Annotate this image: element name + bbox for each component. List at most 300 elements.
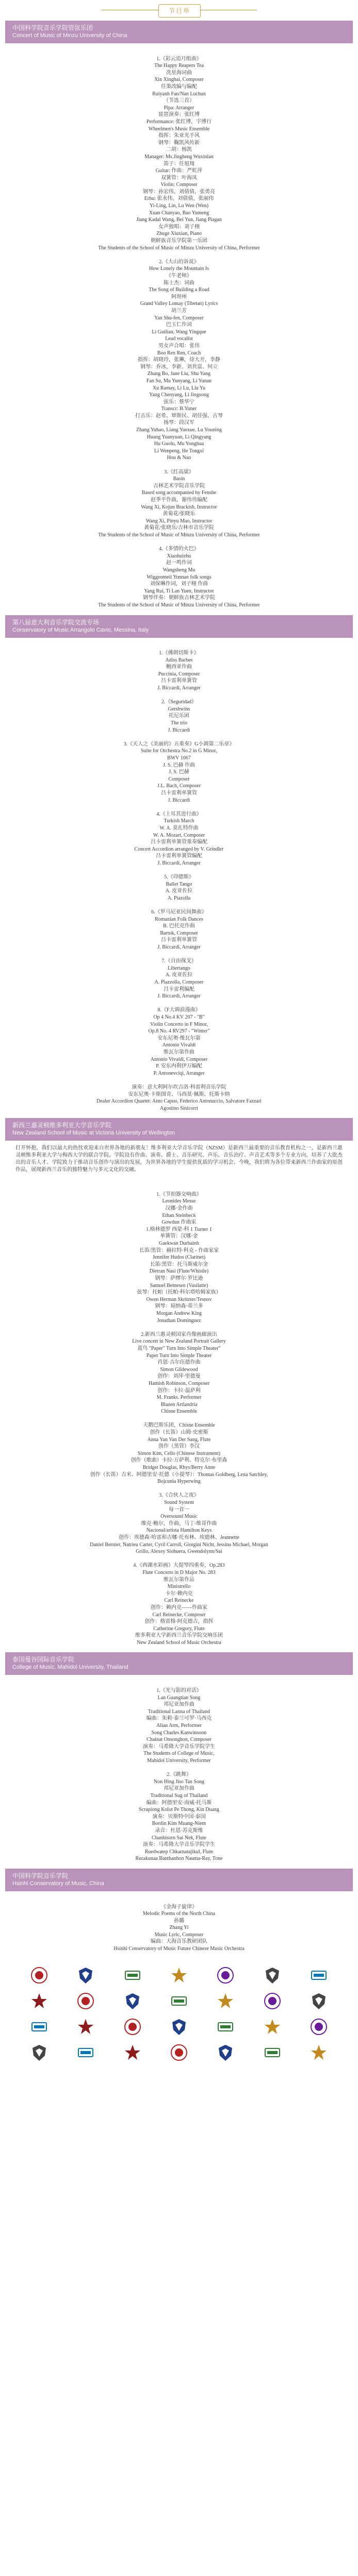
program-line <box>12 48 346 56</box>
section-banner <box>5 1118 353 1141</box>
program-line: Grillo, Alexey Siohuera, Gwendolynn/Sai <box>136 1549 222 1555</box>
shield-badge-icon <box>111 1965 154 1986</box>
section-intro-paragraph: 打开怀抱，我们以最大的热忱欢迎来自世界各地的新朋友！维多利亚大学音乐学院（NZSM）是新西兰最重要的音乐教育机构之一，是新西兰惠灵顿维多利亚大学与梅西大学的联合学院。学院设有作曲、演奏、爵士、音乐研究、声乐、音乐治疗、声音艺术等多个专业方向，培养了大批杰出的音乐人才。学院致力于推动音乐创作与演出的发展，为世界各地的学生提供优质的学习机会。今晚，我们将为各位带来新西兰作曲家的原创作品，展现新西兰音乐的独特魅力与多元文化的交融。 <box>15 1145 343 1173</box>
program-list <box>0 43 358 615</box>
program-line: 1.《光与影的对话》 <box>156 1688 202 1694</box>
program-line: 钢琴：鞠凯风传新 <box>158 140 200 146</box>
program-line: 胡兰芳 <box>171 308 187 314</box>
program-line: P. Antonevciqi, Arranger <box>153 1070 205 1076</box>
program-line <box>12 1555 346 1563</box>
program-line <box>12 1324 346 1331</box>
program-line: Yi-Ling, Lin, Lu Wen (Wen) <box>149 203 209 209</box>
program-line: Manager: Ms.Jingheng Wuxinlan <box>144 154 214 160</box>
blue-circle-icon <box>250 2016 294 2037</box>
program-line: 巴玉仁作词 <box>166 322 192 328</box>
program-line: 创作（歌曲）卡拉·万萨利、特克尔·布里森 <box>131 1458 227 1464</box>
program-line: 吉林艺术学院音乐学院 <box>153 483 205 489</box>
program-line: Owen Herman Skritzter/Tesnov <box>146 1296 212 1302</box>
program-line: 创作：埃德森·哈雷和吉娜·托布林、埃德林、Jeannette <box>119 1534 239 1540</box>
program-line: Jennifer Hudos (Clarinet) <box>152 1255 206 1261</box>
program-line: The Students of the School of Music of Minzu University of China, Performer <box>98 245 260 251</box>
sections <box>0 21 358 1959</box>
program-line: 《金海子旋律》 <box>161 1904 197 1910</box>
leaf-logo-icon <box>64 1991 107 2011</box>
program-line: Dealer Accordion Quartet: Anto Capuo, Federico Antonuccio, Salvatore Fazzari <box>96 1098 262 1105</box>
program-line: Ruedwatep Chkarnatajikul, Flute <box>144 1849 214 1855</box>
rose-emblem-icon <box>204 1965 247 1986</box>
program-line <box>12 734 346 741</box>
section-banner <box>5 1869 353 1891</box>
program-line: Antonio Vivaldi, Composer <box>150 1056 208 1062</box>
program-line: Suite for Orchestra No.2 in G Minor, <box>141 748 217 754</box>
crest-icon <box>18 1965 61 1986</box>
program-line: Bridget Douglas, Rhys/Berry Anne <box>142 1465 216 1471</box>
program-line: Concert Accordion arranged by V. Grindler <box>134 846 224 852</box>
program-line: 编曲：朱莉·泰兰可罗·马西克 <box>146 1716 212 1722</box>
program-line: Romanian Folk Dances <box>155 916 203 922</box>
program-line: Bojcunia Hyperwing <box>157 1479 201 1485</box>
program-line: 长笛/黑管：赫拉特·科克 - 作曲家家 <box>139 1247 219 1253</box>
section-title-en: Conservatory of Music Arrangolo Cavio, Messina, Italy <box>12 626 149 633</box>
program-line: 吕卡雷利单簧管编配 <box>156 853 202 859</box>
program-line <box>12 462 346 469</box>
program-line: 3.《红高粱》 <box>164 469 194 475</box>
program-line: Chainat Onsonghon, Composer <box>147 1737 211 1743</box>
program-line: 安东尼奥·维瓦尔第 <box>157 1035 201 1041</box>
program-line <box>12 1000 346 1007</box>
program-line: Melodic Poems of the North China <box>142 1911 216 1917</box>
program-line: J.L. Bach, Composer <box>157 783 201 789</box>
section-title-cn: 中国科学院音乐学院管弦乐团 <box>12 24 93 31</box>
program-line: 双簧管：叶海凤 <box>161 175 197 181</box>
program-line: Lan Guangtian Song <box>157 1694 201 1701</box>
program-line: J. Biccardi <box>168 797 190 803</box>
program-line: Hu Guolu, Mu Yonghua <box>154 441 204 447</box>
program-line: The Students of College of Music, <box>143 1751 215 1757</box>
program-line: Libertango <box>168 965 190 971</box>
program-line: 创作：刘萍·里德曼 <box>157 1374 201 1380</box>
program-line: Carl Reinecke, Composer <box>152 1612 206 1618</box>
program-line: Composer <box>168 776 190 782</box>
program-line: 弦乐：蔡华宁 <box>164 399 194 405</box>
program-line: Wang Xi, Kojun Brackish, Instructor <box>141 504 217 510</box>
program-line: 8.《F大调浪漫曲》 <box>157 1007 201 1013</box>
program-line: W. A. 莫扎特作曲 <box>159 825 199 831</box>
program-line: J. Biccardi, Arranger <box>157 944 201 951</box>
program-line: Based song accompanied by Fenshe <box>141 490 217 496</box>
program-line: Dietran Nasi (Flute/Whistle) <box>149 1268 209 1275</box>
section-banner <box>5 21 353 43</box>
program-list <box>0 1179 358 1652</box>
program-line: 3.《合伙人之夜》 <box>159 1493 199 1499</box>
program-line: Yan Shu-fen, Composer <box>154 315 204 321</box>
ring-emblem-icon <box>18 1991 61 2011</box>
program-line <box>12 804 346 811</box>
program-line: Fan Su, Mu Yunyang, Li Yunan <box>146 378 212 384</box>
partner-logos <box>0 1959 358 2063</box>
program-line: Morgan Andrew King <box>156 1310 202 1316</box>
program-line: 创作：格雷格·阿克德吉，指挥 <box>144 1619 214 1625</box>
program-line: 任策改编与编配 <box>161 83 197 90</box>
program-line: Jonathan Dominguez <box>157 1317 201 1324</box>
program-line: BWV 1067 <box>167 755 191 761</box>
program-line: 5.《印德斯》 <box>164 874 194 880</box>
program-line: W. A. Mozart, Composer <box>153 832 205 838</box>
program-line: Xu Ramay, Li Lu, Liu Yu <box>152 385 206 391</box>
program-list <box>0 1891 358 1959</box>
program-line <box>12 1896 346 1904</box>
program-line: Hsinhi Conservatory of Music Future Chinese Music Orchestra <box>113 1946 245 1952</box>
section-title-cn: 新西兰惠灵顿维多利亚大学音乐学院 <box>12 1122 112 1129</box>
program-line <box>12 1077 346 1084</box>
program-line: Erhu: 张永伟，刘倩倩，张丽伟 <box>144 196 214 202</box>
program-line: Traditional Lanna of Thailand <box>148 1708 210 1715</box>
program-line: 3.《天人之《美丽的》五重奏》G小调第二乐章》 <box>123 741 235 747</box>
program-line: Transcr: B.Yuner <box>161 406 197 412</box>
program-line: 7.《自由探戈》 <box>161 958 197 964</box>
program-line: 演奏：马希隆大学音乐学院学生 <box>143 1842 215 1848</box>
program-line: 创作（黑管）李汉 <box>158 1444 200 1450</box>
program-line <box>12 251 346 259</box>
program-line: 2.《Seguridad》 <box>161 699 197 705</box>
program-line: Traditional Sug of Thailand <box>150 1792 208 1799</box>
program-line: Li Wenpeng, He Tongxi <box>154 448 204 454</box>
sunburst-logo-icon <box>157 1991 201 2011</box>
program-line: Nacional/artista Hamilton Keys <box>146 1528 212 1534</box>
program-line: Daniel Bernier, Natrieu Carter, Cyril Carroll, Giorgini Nicht, Jessina Michael, Morgan <box>90 1541 268 1548</box>
program-line: Catherine Gregory, Flute <box>153 1625 205 1632</box>
program-line: 指挥：胡晓玲，张琳，徐大开，李静 <box>138 357 220 363</box>
program-line: Wang Xi, Pinyu Mao, Instructor <box>145 518 213 524</box>
program-line: 赵季平作曲，谢伟伟编配 <box>151 497 207 503</box>
program-line: 1.《彩云追月组曲》 <box>156 56 202 62</box>
program-line: 单簧管：汉娜·金 <box>160 1233 198 1240</box>
program-line: Gaekwan Durbainh <box>158 1241 200 1247</box>
program-line: 钢琴伴奏：朝鲜族吉林艺术学院 <box>143 595 215 601</box>
program-line: Flute Concerto in D Major No. 283 <box>142 1569 216 1575</box>
program-line: 长笛/黑管：托马斯威尔金 <box>150 1261 208 1267</box>
program-line: Chanhisorn Sai Nek, Flute <box>151 1835 207 1841</box>
program-line: Yang Chenyang, Li Jingsong <box>149 392 209 398</box>
program-line: 维克·鲍尔，作曲，马丁·维哥作曲 <box>141 1520 217 1527</box>
program-line: 2.《跳舞》 <box>167 1772 191 1778</box>
program-label: 节目单 <box>158 4 201 18</box>
program-line: 黄菊花/张晓乐/吉林市音乐学院 <box>144 525 214 531</box>
program-line: 演奏：贝斯特中国·泰国 <box>152 1814 206 1820</box>
section-title-cn: 中国科学院音乐学院 <box>12 1872 69 1879</box>
program-line: 天鹅巴斯乐团，Chisne Ensemble <box>143 1422 215 1429</box>
program-line: Jiang Kadal Wang, Bei Yun, Jiang Piagan <box>136 217 222 223</box>
program-line: J. S. 巴赫 <box>169 769 189 775</box>
program-line: 吕卡雷利单簧管 <box>161 790 197 796</box>
program-line: Wheelmen's Music Ensemble <box>148 126 210 132</box>
program-line: Turkish March <box>164 818 194 824</box>
program-line: Violin: Composer <box>160 182 198 188</box>
program-line: 吕卡雷利单簧管 <box>161 937 197 943</box>
star-logo-icon <box>297 1991 340 2011</box>
program-line: 钢琴：孙宏伟，刘倩倩，张勇亮 <box>143 189 215 195</box>
program-line: A. 皮亚佐拉 <box>165 972 193 978</box>
crest-2-icon <box>64 2016 107 2037</box>
program-line: 扬琴：段汉军 <box>164 420 194 426</box>
program-line: 二胡：杨凯 <box>166 147 192 153</box>
program-line: Non Hing Jiso Tan Song <box>153 1778 204 1785</box>
red-seal-icon <box>297 1965 340 1986</box>
program-line: 吕卡雷利编配 <box>164 986 194 992</box>
program-line: Simon Kim, Cello (Chinese Instrument) <box>137 1450 221 1456</box>
program-line: Sound System <box>164 1500 194 1505</box>
program-line: 维多利亚大学新西兰音乐学院交响乐团 <box>135 1633 223 1639</box>
program-line: 每一首一 <box>169 1506 189 1513</box>
red-badge-icon <box>297 2016 340 2037</box>
program-line <box>12 867 346 874</box>
program-line: Yang Rui, Ti Lan Yuen, Instructor <box>144 588 214 594</box>
program-line: Rurakunaa Banthanhon Nauma-Ray, Tone <box>135 1856 223 1862</box>
program-line: 编曲：大海音乐教研团队 <box>151 1939 207 1945</box>
program-line: J. Biccardi, Arranger <box>157 685 201 691</box>
program-line: Op 4 No.4 KV 207 - "B" <box>153 1014 205 1020</box>
program-line: The Happy Reapers Tea <box>154 63 204 69</box>
program-line: Xuan Chanyao, Bao Yumeng <box>149 210 209 216</box>
program-line: Live concert in New Zealand Portrait Gallery <box>132 1338 226 1345</box>
program-line: 1.《节拍器交响曲》 <box>156 1191 202 1197</box>
program-line: 《牛老师》 <box>166 273 192 279</box>
green-seal-icon <box>18 2042 61 2063</box>
program-line: 女声独唱：刘子栩 <box>158 224 200 230</box>
program-line: A. Piazzolla, Composer <box>154 979 204 985</box>
circle-3-icon <box>64 2042 107 2063</box>
program-line <box>12 1415 346 1422</box>
blue-wordmark-icon <box>111 2042 154 2063</box>
program-line: Zhang Bo, Jane Liu, Shu Yang <box>147 371 211 377</box>
program-line: How Lonely the Mountain Is <box>149 266 209 272</box>
program-line: 卡尔·赖内克 <box>165 1590 193 1597</box>
program-line: Scrapiong Kolot Pe Thong, Kin Duang <box>139 1807 219 1813</box>
section-title-cn: 泰国曼谷国际音乐学院 <box>12 1656 75 1664</box>
program-line: Paper Turn Into Simple Theater <box>146 1352 212 1359</box>
program-line <box>12 1680 346 1687</box>
program-line: Pipa: Arranger <box>164 105 194 111</box>
circle-seal-2-icon <box>157 2016 201 2037</box>
program-line <box>12 902 346 909</box>
shield-2-icon <box>157 2042 201 2063</box>
program-line: 钢琴：萨缪尔·罗比逊 <box>155 1276 203 1281</box>
program-line: Zhuge Xiuxian, Piano <box>156 231 202 237</box>
program-line: Ethan Steinbeck <box>162 1212 196 1218</box>
section-title-cn: 第八届意大利音乐学院交流专场 <box>12 618 100 626</box>
program-line: 录音：杜恩·苏克斯维 <box>155 1827 203 1834</box>
program-line <box>12 692 346 699</box>
program-line: 演奏：意大利阿尔坎吉洛·科雷利音乐学院 <box>132 1084 226 1090</box>
program-line: Anna Yan Van Der Sang, Flute <box>147 1436 211 1443</box>
program-line: B. 巴托克作曲 <box>163 923 195 929</box>
program-line: 冼星海词曲 <box>166 70 192 76</box>
program-line: 维瓦尔第作品 <box>164 1577 194 1583</box>
program-line: 安东尼奥·卡斯图奇、马西莫·佩斯、托斯卡纳 <box>128 1091 230 1097</box>
program-line: 6.《罗马尼亚民间舞曲》 <box>151 909 207 916</box>
program-line: The Students of the School of Music of Minzu University of China, Performer <box>98 532 260 538</box>
compass-logo-icon <box>250 2042 294 2063</box>
program-line: Alian Arm, Performer <box>156 1723 202 1729</box>
program-line: Basin <box>173 476 185 482</box>
program-line: 演奏：马希隆大学音乐学院学生 <box>143 1743 215 1750</box>
program-line: 弦琴：托帕（托帕·科尔塔哈姆家族） <box>137 1290 221 1296</box>
program-line <box>12 1765 346 1772</box>
program-line: 创作：赖内克——作曲家 <box>151 1604 207 1611</box>
program-line: Lead vocalist <box>165 336 193 342</box>
program-line: Xin Xinghai, Composer <box>154 77 204 83</box>
program-line: 创作（长笛）山姆·史密斯 <box>150 1430 208 1436</box>
program-list <box>0 638 358 1118</box>
program-line: Blazen Artlandria <box>160 1401 198 1408</box>
program-line: Music Lyric, Composer <box>154 1931 204 1938</box>
round-badge-icon <box>111 1991 154 2011</box>
program-line: 刘保琳作词，刘子栩 作曲 <box>150 581 208 587</box>
program-line: 创作（长笛）吉米、阿德里安·托德（小提琴）：Thomas Goldberg, Lena Satchley, <box>90 1471 268 1478</box>
program-line: 孙璐 <box>174 1918 184 1924</box>
program-line: 2.《大山的诉说》 <box>159 259 199 265</box>
program-line: 阿坝州 <box>171 294 187 300</box>
star-badge-icon <box>64 1965 107 1986</box>
program-line: M. Franks. Performer <box>156 1395 202 1401</box>
program-line: 打击乐：赵希、覃斯民、胡佳强、古琴 <box>135 413 223 419</box>
program-line: Guitar: 作曲：严虹萍 <box>155 168 203 174</box>
program-line <box>12 951 346 958</box>
program-line: 维瓦尔第作曲 <box>164 1049 194 1055</box>
program-line: Hou & Nao <box>167 455 191 461</box>
program-line: 吕卡雷利单簧管 <box>161 678 197 684</box>
program-line: 琵琶演奏：张红博 <box>158 112 200 118</box>
program-line <box>12 1184 346 1191</box>
laurel-badge-icon <box>250 1965 294 1986</box>
program-line: 赵一鸣作词 <box>166 560 192 566</box>
program-line: 4.《土耳其进行曲》 <box>156 811 202 817</box>
program-line: Leonides Messe <box>162 1198 196 1205</box>
program-line: 1.《佛朗切斯卡》 <box>159 650 199 656</box>
program-line: 蓝鸟 "Paper" Turn Into Simple Theater" <box>137 1345 221 1351</box>
program-line: Simon Gildewood <box>160 1366 198 1372</box>
program-line <box>12 539 346 546</box>
section-banner <box>5 1652 353 1675</box>
program-line: Antonio Vivaldi <box>162 1042 196 1048</box>
program-line: 编曲：阿德里安·南威·托马斯 <box>146 1800 212 1806</box>
program-line: Li Guilian, Wang Yingque <box>152 329 206 335</box>
program-line: A. Piazolla <box>167 895 191 901</box>
circle-logo-icon <box>250 1991 294 2011</box>
program-line: Wiggeomeii Yunnan folk songs <box>147 574 211 580</box>
program-line: Song Charles Kanwinsoon <box>151 1730 207 1736</box>
program-line: Grand Valley Lomay (Tibetan) Lyrics <box>140 301 218 307</box>
program-line: 吕卡雷利单簧管重奏编配 <box>151 839 207 845</box>
program-line: 黄菊花/张晓乐 <box>162 511 196 517</box>
program-line <box>12 643 346 650</box>
program-line: 汉娜·金作曲 <box>165 1206 193 1212</box>
program-line: Gowdun 作曲家 <box>161 1219 197 1226</box>
program-line: 男女声合唱：张伟 <box>158 343 200 349</box>
program-line: Boo Ren Ren, Coach <box>157 350 201 356</box>
program-line: 托尼乐团 <box>169 713 189 719</box>
program-line: Agostino Sinicorri <box>159 1105 199 1111</box>
program-line <box>12 1485 346 1493</box>
section-title-en: New Zealand School of Music at Victoria University of Wellington <box>12 1130 175 1137</box>
program-line: 4.《多情的火巴》 <box>159 546 199 552</box>
program-line: Xiaohuizhu <box>167 553 191 559</box>
program-line: Huang Yuanyuan, Li Qingyang <box>147 434 211 440</box>
program-line: Ministrello <box>167 1584 191 1590</box>
program-line: Violin Concerto in F Minor, <box>150 1021 208 1027</box>
program-line: 2.新西兰惠灵顿国家肖像画廊演出 <box>141 1331 217 1337</box>
nafa-logo-icon <box>111 2016 154 2037</box>
program-line: 钢琴：琼纳森·蒂兰多 <box>155 1303 203 1310</box>
section-title-en: College of Music, Mahidol University, Thailand <box>12 1664 128 1671</box>
section-title-en: Hsinhi Conservatory of Music, China <box>12 1880 104 1887</box>
blue-shield-icon <box>204 1991 247 2011</box>
orchestra-logo-icon <box>297 2042 340 2063</box>
program-line: P. 安东内利伊万编配 <box>156 1063 202 1070</box>
program-line: 陈士杰：词曲 <box>164 280 194 286</box>
program-line: 钢琴：乔冰，李新、刘世富、何立 <box>140 364 218 370</box>
program-line: Samuel Bemesen (Vasilatte) <box>150 1282 208 1289</box>
program-line: The trio <box>171 720 187 726</box>
program-line: Oversound Music <box>160 1514 198 1520</box>
program-line: J. Biccardi, Arranger <box>157 860 201 866</box>
program-line: J. Biccardi, Arranger <box>157 993 201 999</box>
program-line: Bordin Kim Muang-Niem <box>152 1821 206 1827</box>
program-line: Bartok, Composer <box>160 930 198 936</box>
section-title-en: Concert of Music of Minzu University of China <box>12 32 127 39</box>
program-line: Hamish Robinson, Composer <box>148 1380 210 1386</box>
program-line: Mahidol University, Performer <box>147 1758 211 1764</box>
section-banner <box>5 615 353 638</box>
program-line: Gershwins <box>168 706 190 712</box>
program-line: 肖恩·吉尔伍德作曲 <box>157 1360 201 1366</box>
program-line: 4.《西湖水彩画》大提琴四重奏，Op.283 <box>133 1563 225 1569</box>
program-line: 1.格林德罗 西蒙·科 1 Turner 1 <box>146 1226 212 1232</box>
program-line: New Zealand School of Music Orchestra <box>137 1639 221 1646</box>
circle-seal-icon <box>157 1965 201 1986</box>
program-line: Ballet Tango <box>166 881 192 887</box>
program-line: 邦尼亚加作曲 <box>164 1786 194 1792</box>
program-line: A. 皮亚佐拉 <box>165 888 193 894</box>
program-line: 指挥：朱亚光手风 <box>158 133 200 139</box>
program-line: Zhang Yi <box>169 1925 189 1931</box>
program-line: The Song of Building a Road <box>149 287 209 293</box>
program-line: Carl Reinecke <box>164 1598 194 1604</box>
program-line: 笛子：任旭翔 <box>164 161 194 167</box>
program-line: 邦尼亚加作曲 <box>164 1702 194 1708</box>
program-line: Wangsheng Mu <box>162 567 196 573</box>
program-line: Adiss Barbes <box>165 657 193 663</box>
program-line: Zhang Yuhao, Liang Yuexue, Lu Youning <box>136 427 222 433</box>
program-line: J. Biccardi <box>168 727 190 733</box>
program-line: Ruiyanh Fan/Nan Luchun <box>152 91 206 97</box>
wordmark-1-icon <box>18 2016 61 2037</box>
program-line: 鲍西亚作曲 <box>166 664 192 670</box>
program-line: Puccinia, Composer <box>158 671 200 677</box>
program-line: （节选三首） <box>164 98 194 104</box>
program-line: 创作：卡拉·温萨利 <box>157 1387 201 1394</box>
program-line: The Students of the School of Music of Minzu University of China, Performer <box>98 602 260 608</box>
program-header <box>0 0 358 21</box>
dark-badge-icon <box>204 2016 247 2037</box>
program-line: Op.8 No. 4 RV297 - "Winter" <box>148 1028 210 1035</box>
program-line: 朝鲜族音乐学院第一乐团 <box>151 238 207 244</box>
star-2-icon <box>204 2042 247 2063</box>
program-line: J. S. 巴赫 作曲 <box>163 762 195 768</box>
program-list <box>0 1675 358 1868</box>
program-line: Chisne Ensemble <box>161 1409 197 1415</box>
program-line: Performance: 张红博，宇博行 <box>146 118 212 125</box>
